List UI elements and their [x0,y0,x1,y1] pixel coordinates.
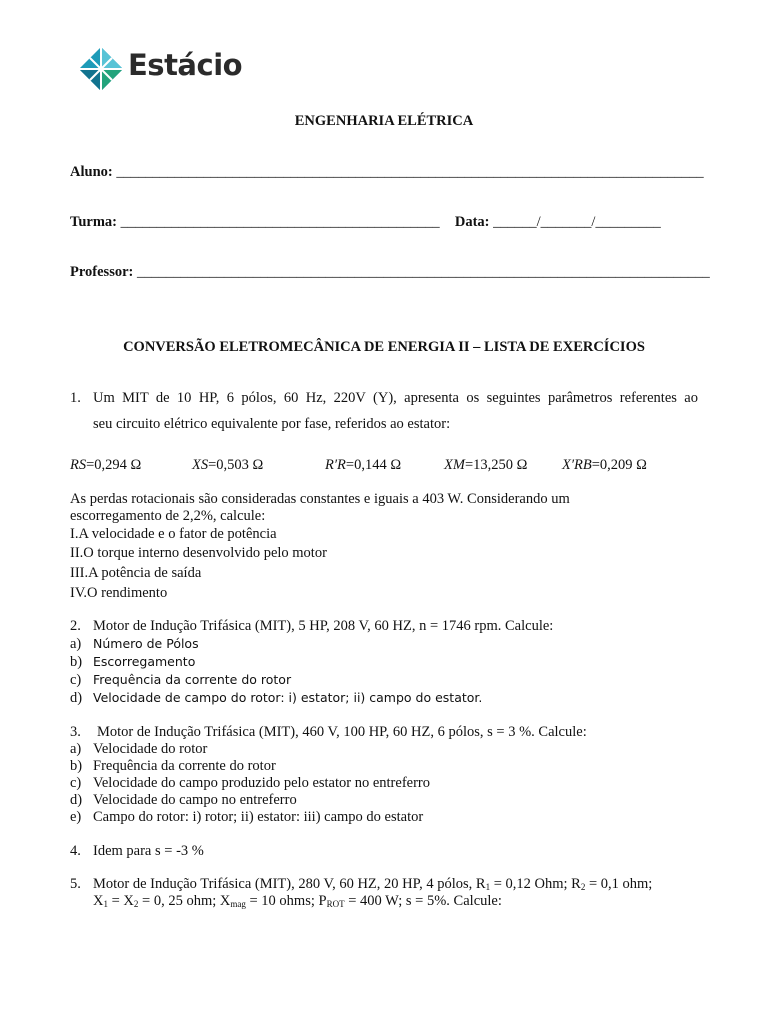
q1-line2: seu circuito elétrico equivalente por fase, referidos ao estator: [93,416,451,432]
q2-text: Motor de Indução Trifásica (MIT), 5 HP, 208 V, 60 HZ, n = 1746 rpm. Calcule: [93,618,554,634]
q1-item-4: IV.O rendimento [70,585,168,601]
q1-line1: Um MIT de 10 HP, 6 pólos, 60 Hz, 220V (Y), apresenta os seguintes parâmetros referentes ao [93,390,698,406]
param-xs: XS=0,503 Ω [192,457,264,473]
q1-text1: As perdas rotacionais são consideradas constantes e iguais a 403 W. Considerando um [70,491,570,507]
q3-number: 3. [70,724,81,740]
q2-item-c: Frequência da corrente do rotor [93,672,292,687]
q5-line1: Motor de Indução Trifásica (MIT), 280 V, 60 HZ, 20 HP, 4 pólos, $R_1 = 0,12$ Ohm; $R_2 = 0,1$ ohm; [93,876,653,892]
data-line[interactable]: ______/_______/_________ [493,214,661,230]
turma-line[interactable]: ____________________________________________ [120,214,440,230]
q3-item-d: Velocidade do campo no entreferro [93,792,297,808]
aluno-line[interactable]: _________________________________________________________________________________ [116,164,704,180]
q5-number: 5. [70,876,81,892]
q4-text: Idem para s = -3 % [93,843,204,859]
q1-item-2: II.O torque interno desenvolvido pelo motor [70,545,327,561]
professor-line[interactable]: _______________________________________________________________________________ [136,264,710,280]
q2-item-a: Número de Pólos [93,636,199,651]
turma-field[interactable] [70,214,661,231]
q4-number: 4. [70,843,81,859]
q2-letter-d: d) [70,690,83,706]
professor-field[interactable] [70,264,710,281]
q3-text: Motor de Indução Trifásica (MIT), 460 V, 100 HP, 60 HZ, 6 pólos, s = 3 %. Calcule: [97,724,587,740]
q3-letter-d: d) [70,792,83,808]
q3-letter-e: e) [70,809,82,825]
estacio-logo [78,44,258,96]
q3-item-c: Velocidade do campo produzido pelo estator no entreferro [93,775,430,791]
q3-letter-a: a) [70,741,82,757]
q2-number: 2. [70,618,81,634]
param-xm: XM=13,250 Ω [444,457,528,473]
q3-item-a: Velocidade do rotor [93,741,208,757]
q1-item-1: I.A velocidade e o fator de potência [70,526,277,542]
q2-letter-b: b) [70,654,83,670]
q5-line2: $X_1 = X_2 = 0$, 25 ohm; $X_{mag} = 10$ ohms; $P_{ROT} = 400$ W; s = 5%. Calcule: [93,893,502,909]
estacio-diamond-icon [78,46,124,92]
q3-letter-b: b) [70,758,83,774]
q1-item-3: III.A potência de saída [70,565,202,581]
professor-label: Professor: [70,264,134,280]
param-xrb: X′RB=0,209 Ω [562,457,647,473]
q2-item-d: Velocidade de campo do rotor: i) estator; ii) campo do estator. [93,690,483,705]
data-label: Data: [454,214,490,230]
q2-item-b: Escorregamento [93,654,196,669]
q1-number: 1. [70,390,81,406]
logo-wordmark: Estácio [128,48,243,82]
q3-item-e: Campo do rotor: i) rotor; ii) estator: iii) campo do estator [93,809,424,825]
q3-item-b: Frequência da corrente do rotor [93,758,276,774]
aluno-label: Aluno: [70,164,113,180]
q3-letter-c: c) [70,775,82,791]
turma-label: Turma: [70,214,117,230]
param-rs: RS=0,294 Ω [70,457,142,473]
aluno-field[interactable] [70,164,704,181]
q1-text2: escorregamento de 2,2%, calcule: [70,508,266,524]
list-title: CONVERSÃO ELETROMECÂNICA DE ENERGIA II – LISTA DE EXERCÍCIOS [123,339,645,355]
param-rr: R′R=0,144 Ω [325,457,402,473]
q2-letter-c: c) [70,672,82,688]
course-title: ENGENHARIA ELÉTRICA [294,113,474,129]
q2-letter-a: a) [70,636,82,652]
